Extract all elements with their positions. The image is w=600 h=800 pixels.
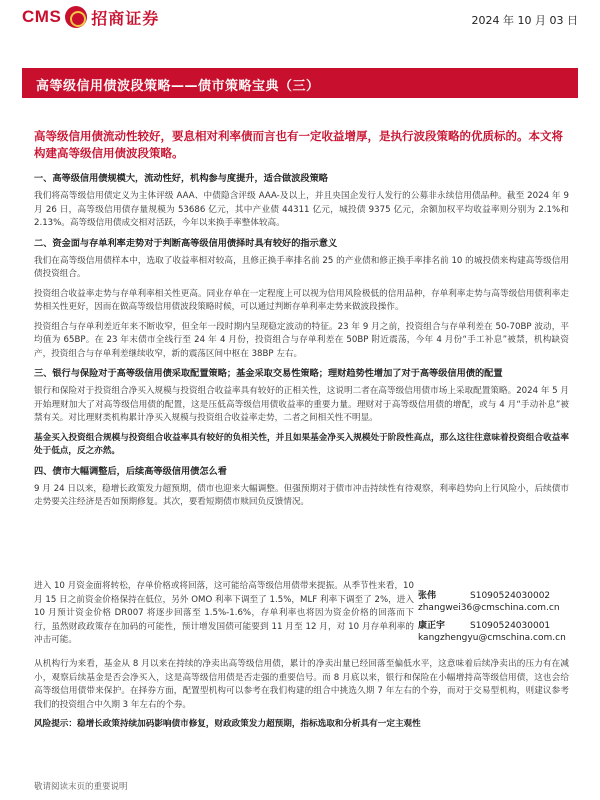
analyst-1-cert: S1090524030002 — [470, 591, 551, 601]
section-4-para-1: 9 月 24 日以来，稳增长政策发力超预期，债市也迎来大幅调整。但强预期对于债市冲击持续性有待观察，利率趋势向上行风险小，后续债市走势要关注经济是否如预期修复。其次，要看短期债市赎回负反馈情况。 — [34, 483, 569, 507]
section-2-para-2: 投资组合收益率走势与存单利率相关性更高。同业存单在一定程度上可以视为信用风险极低的信用品种，存单利率走势与高等级信用债利率走势相关性更好，因而在做高等级信用债波段策略时候，可以通过判断存单利率走势来做波段操作。 — [34, 288, 569, 312]
section-3-para-1: 银行和保险对于投资组合净买入规模与投资组合收益率具有较好的正相关性，这说明二者在高等级信用债市场上采取配置策略。2024 年 5 月开始理财加大了对高等级信用债的配置，这是压低高等级信用债收益率的重要力量。理财对于高等级信用债的增配，或与 4 月“手动补息”被禁有关。对比理财类机构累计净买入规模与投资组合收益率走势，二者之间相关性不明显。 — [34, 386, 569, 423]
footer-note: 敬请阅读末页的重要说明 — [34, 782, 128, 792]
section-heading-4: 四、债市大幅调整后，后续高等级信用债怎么看 — [34, 465, 227, 477]
analyst-2-email: kangzhengyu@cmschina.com.cn — [418, 633, 566, 643]
section-heading-3: 三、银行与保险对于高等级信用债采取配置策略；基金采取交易性策略；理财趋势性增加了对于高等级信用债的配置 — [34, 368, 503, 379]
abstract: 高等级信用债流动性较好，要息相对利率债而言也有一定收益增厚，是执行波段策略的优质标的。本文将构建高等级信用债波段策略。 — [34, 129, 563, 160]
section-4-para-3: 从机构行为来看，基金从 8 月以来在持续的净卖出高等级信用债，累计的净卖出量已经回落至偏低水平，这意味着后续净卖出的压力有在减小，观察后续基金是否会净买入，这是高等级信用债是否走强的重要信号。而 8 月底以来，银行和保险在小幅增持高等级信用债，这也会给高等级信用债带来保护。在择券方面，配置型机构可以参考在我们构建的组合中挑选久期 7 年左右的个券，而对于交易型机构，则建议参考我们的投资组合中久期 3 年左右的个券。 — [34, 659, 569, 710]
section-heading-1: 一、高等级信用债规模大，流动性好，机构参与度提升，适合做波段策略 — [34, 173, 328, 184]
company-logo — [22, 6, 159, 28]
lower-block — [34, 658, 569, 738]
analyst-2-cert: S1090524030001 — [470, 621, 551, 631]
title-banner — [22, 68, 578, 98]
lower-left-column — [34, 580, 414, 654]
logo-emblem-icon — [65, 6, 87, 28]
report-date: 2024 年 10 月 03 日 — [471, 14, 578, 27]
section-1-para-1: 我们将高等级信用债定义为主体评级 AAA、中债隐含评级 AAA-及以上，并且央国企发行人发行的公募非永续信用债品种。截至 2024 年 9 月 26 日，高等级信用债存量规模为 53686 亿元，其中产业债 44311 亿元，城投债 9375 亿元，余额加权平均收益率则分别为 2.1%和 2.13%。高等级信用债成交相对活跃，今年以来换手率整体较高。 — [34, 191, 569, 228]
section-4-para-2: 进入 10 月资金面将转松，存单价格或将回落，这可能给高等级信用债带来提振。从季节性来看，10 月 15 日之前资金价格保持在低位，另外 OMO 利率下调至了 1.5%，MLF 利率下调至了 2%，进入 10 月预计资金价格 DR007 将逐步回落至 1.5%-1.6%，存单利率也将因为资金价格的回落而下行，虽然财政政策存在加码的可能性，预计增发国债可能要到 11 月至 12 月，对 10 月存单利率的冲击可能。 — [34, 581, 414, 645]
report-title: 高等级信用债波段策略——债市策略宝典（三） — [36, 79, 320, 94]
section-2-para-3: 投资组合与存单利差近年来不断收窄，但全年一段时期内呈现稳定波动的特征。23 年 9 月之前，投资组合与存单利差在 50-70BP 波动，平均值为 65BP。在 23 年末债市全线行至 24 年 4 月份，投资组合与存单利差在 50BP 附近震荡，今年 4 月份“手工补息”被禁，机构缺资产，投资组合与存单利差继续收窄，新的震荡区间中枢在 38BP 左右。 — [34, 321, 569, 359]
page-header — [0, 0, 600, 36]
logo-text-en: CMS — [22, 7, 62, 26]
abstract-section — [34, 128, 569, 516]
analyst-1-email: zhangwei36@cmschina.com.cn — [418, 603, 560, 613]
section-heading-2: 二、资金面与存单利率走势对于判断高等级信用债择时具有较好的指示意义 — [34, 237, 338, 249]
analyst-1 — [418, 590, 566, 602]
section-3-para-2: 基金买入投资组合规模与投资组合收益率具有较好的负相关性，并且如果基金净买入规模处于阶段性高点，那么这往往意味着投资组合收益率处于低点，反之亦然。 — [34, 432, 569, 456]
risk-warning: 风险提示：稳增长政策持续加码影响债市修复，财政政策发力超预期，指标选取和分析具有一定主观性 — [34, 719, 421, 729]
analyst-2-name: 康正宇 — [418, 621, 446, 631]
analyst-2 — [418, 620, 566, 632]
analyst-1-name: 张伟 — [418, 591, 437, 601]
section-2-para-1: 我们在高等级信用债样本中，选取了收益率相对较高，且修正换手率排名前 25 的产业债和修正换手率排名前 10 的城投债来构建高等级信用债投资组合。 — [34, 255, 569, 279]
analyst-contacts — [418, 590, 566, 644]
logo-text-cn: 招商证券 — [91, 8, 160, 28]
